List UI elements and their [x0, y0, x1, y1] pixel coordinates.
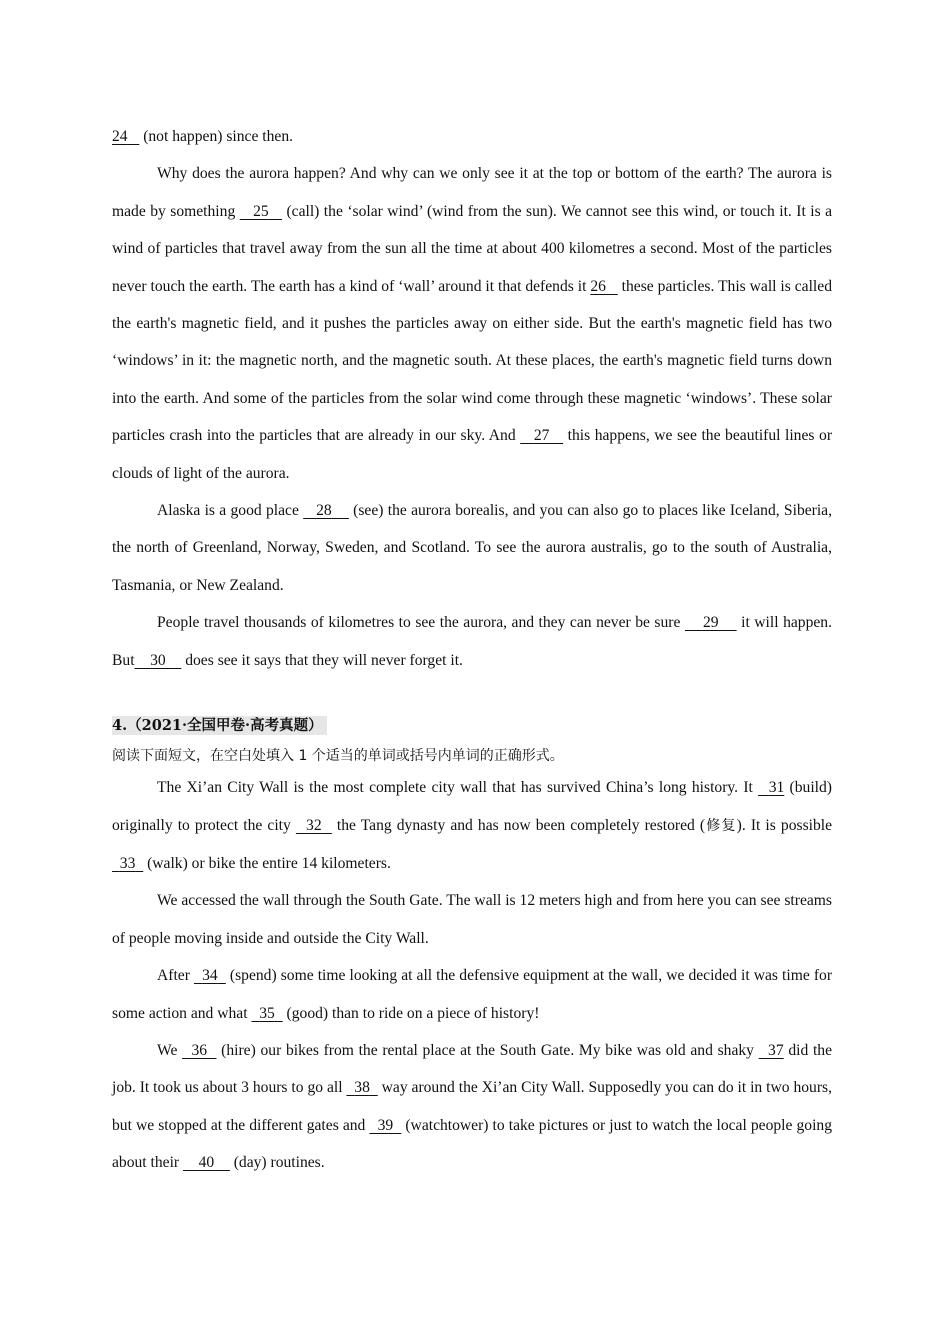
paragraph-text: Why does the aurora happen? And why can we only see it at the top or bottom of the earth? The aurora is made by something	[112, 165, 832, 220]
paragraph-text: People travel thousands of kilometres to see the aurora, and they can never be sure	[157, 614, 685, 632]
paragraph-text: way around the Xi’an City Wall. Supposedly you can do it in two hours, but we stopped at the different gates and	[112, 1079, 832, 1134]
paragraph-text: these particles. This wall is called the earth's magnetic field, and it pushes the particles away on either side. But the earth's magnetic field has two ‘windows’ in it: the magnetic north, and the magnetic south. At these places, the earth's magnetic field turns down into the earth. And some of the particles from the solar wind come through these magnetic ‘windows’. These solar particles crash into the particles that are already in our sky. And	[112, 277, 832, 445]
blank-31[interactable]: 31	[768, 779, 785, 797]
blank-39[interactable]: 39	[377, 1116, 394, 1134]
paragraph-city-wall	[112, 769, 832, 882]
paragraph-text: (see) the aurora borealis, and you can also go to places like Iceland, Siberia, the north of Greenland, Norway, Sweden, and Scotland. To see the aurora australis, go to the south of Australia, Tasmania, or New Zealand.	[112, 502, 833, 594]
paragraph-text: We	[157, 1041, 183, 1059]
paragraph-text: (spend) some time looking at all the defensive equipment at the wall, we decided it was time for some action and what	[112, 967, 833, 1022]
paragraph-alaska	[112, 492, 832, 604]
blank-30[interactable]: 30	[150, 651, 166, 669]
paragraph-text: does see it says that they will never forget it.	[181, 651, 463, 669]
paragraph-after	[112, 957, 832, 1032]
blank-40[interactable]: 40	[198, 1154, 215, 1172]
paragraph-aurora-cause	[112, 155, 832, 492]
paragraph-text: (build) originally to protect the city	[112, 779, 832, 834]
blank-25[interactable]: 25	[253, 202, 269, 220]
blank-29[interactable]: 29	[702, 614, 719, 632]
paragraph-text: (not happen) since then.	[139, 128, 294, 145]
blank-34[interactable]: 34	[202, 967, 218, 985]
document-page	[112, 118, 832, 1182]
paragraph-text: (watchtower) to take pictures or just to watch the local people going about their	[112, 1116, 833, 1172]
paragraph-continuation	[112, 118, 832, 155]
blank-32[interactable]: 32	[306, 816, 322, 834]
paragraph-text: this happens, we see the beautiful lines or clouds of light of the aurora.	[112, 427, 833, 482]
blank-24[interactable]: 24	[112, 128, 128, 145]
paragraph-text: (good) than to ride on a piece of history!	[282, 1004, 540, 1022]
blank-28[interactable]: 28	[316, 502, 332, 520]
paragraph-text: (hire) our bikes from the rental place at the South Gate. My bike was old and shaky	[216, 1041, 759, 1059]
question-instruction: 阅读下面短文，在空白处填入 1 个适当的单词或括号内单词的正确形式。	[112, 748, 564, 765]
paragraph-bikes	[112, 1032, 832, 1182]
paragraph-text: (day) routines.	[229, 1154, 325, 1172]
paragraph-travel	[112, 604, 832, 679]
blank-35[interactable]: 35	[259, 1004, 275, 1022]
blank-33[interactable]: 33	[119, 854, 136, 872]
paragraph-text: ). It is possible	[736, 816, 833, 834]
paragraph-text: did the job. It took us about 3 hours to go all	[112, 1041, 833, 1097]
blank-37[interactable]: 37	[768, 1041, 784, 1059]
paragraph-south-gate	[112, 882, 832, 957]
paragraph-text: (walk) or bike the entire 14 kilometers.	[143, 854, 391, 872]
paragraph-text: After	[157, 967, 194, 985]
paragraph-text: Alaska is a good place	[157, 502, 304, 520]
paragraph-text: (call) the ‘solar wind’ (wind from the sun). We cannot see this wind, or touch it. It is a wind of particles that travel away from the sun all the time at about 400 kilometres a second. Most of the particles never touch the earth. The earth has a kind of ‘wall’ around it that defends it	[112, 202, 833, 295]
section-spacer	[112, 679, 832, 715]
paragraph-text: We accessed the wall through the South Gate. The wall is 12 meters high and from here you can see streams of people moving inside and outside the City Wall.	[112, 892, 832, 947]
blank-36[interactable]: 36	[191, 1041, 208, 1059]
question-heading: 4.（2021·全国甲卷·高考真题）	[112, 715, 832, 737]
blank-27[interactable]: 27	[533, 427, 550, 445]
paragraph-text: it will happen. But	[112, 614, 832, 669]
cjk-annotation: 修复	[705, 817, 737, 834]
paragraph-text: The Xi’an City Wall is the most complete city wall that has survived China’s long history. It	[157, 779, 759, 797]
blank-38[interactable]: 38	[354, 1079, 370, 1097]
blank-26[interactable]: 26	[590, 277, 606, 295]
paragraph-text: the Tang dynasty and has now been completely restored (	[331, 816, 706, 834]
